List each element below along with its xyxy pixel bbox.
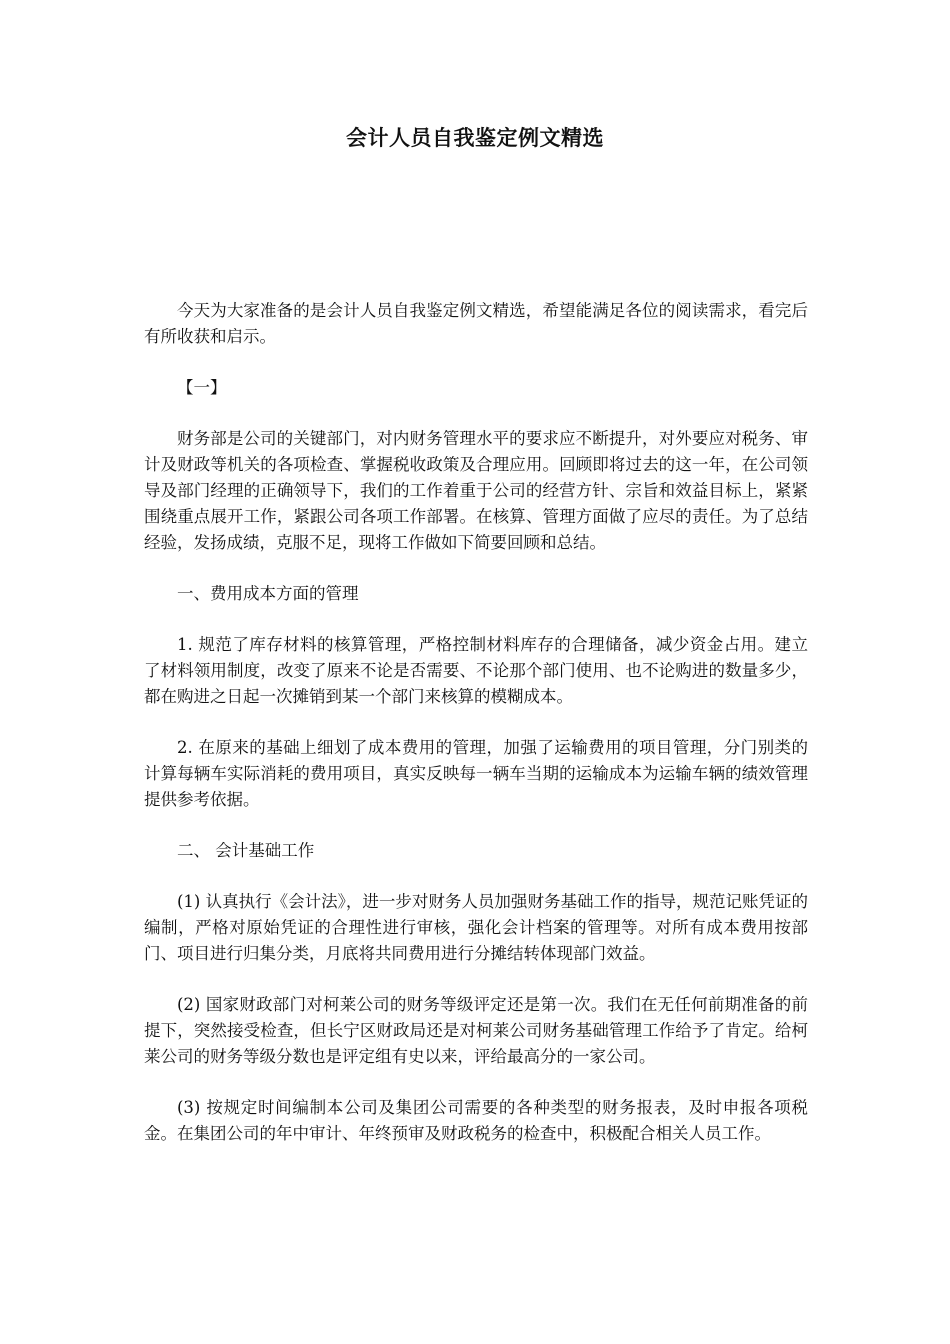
- document-title: 会计人员自我鉴定例文精选: [346, 125, 604, 150]
- accounting-item-2: (2) 国家财政部门对柯莱公司的财务等级评定还是第一次。我们在无任何前期准备的前提下，突然接受检查，但长宁区财政局还是对柯莱公司财务基础管理工作给予了肯定。给柯莱公司的财务等级分数也是评定组有史以来，评给最高分的一家公司。: [144, 995, 808, 1066]
- section-heading-cost: 一、费用成本方面的管理: [177, 584, 359, 603]
- accounting-item-1: (1) 认真执行《会计法》，进一步对财务人员加强财务基础工作的指导，规范记账凭证的编制，严格对原始凭证的合理性进行审核，强化会计档案的管理等。对所有成本费用按部门、项目进行归集分类，月底将共同费用进行分摊结转体现部门效益。: [144, 892, 808, 963]
- accounting-item-3: (3) 按规定时间编制本公司及集团公司需要的各种类型的财务报表，及时申报各项税金。在集团公司的年中审计、年终预审及财政税务的检查中，积极配合相关人员工作。: [144, 1098, 808, 1143]
- section-marker: 【一】: [177, 378, 227, 397]
- intro-paragraph: 今天为大家准备的是会计人员自我鉴定例文精选，希望能满足各位的阅读需求，看完后有所收获和启示。: [144, 301, 808, 346]
- cost-item-2: 2. 在原来的基础上细划了成本费用的管理，加强了运输费用的项目管理，分门别类的计算每辆车实际消耗的费用项目，真实反映每一辆车当期的运输成本为运输车辆的绩效管理提供参考依据。: [144, 738, 808, 809]
- overview-paragraph: 财务部是公司的关键部门，对内财务管理水平的要求应不断提升，对外要应对税务、审计及财政等机关的各项检查、掌握税收政策及合理应用。回顾即将过去的这一年，在公司领导及部门经理的正确领导下，我们的工作着重于公司的经营方针、宗旨和效益目标上，紧紧围绕重点展开工作，紧跟公司各项工作部署。在核算、管理方面做了应尽的责任。为了总结经验，发扬成绩，克服不足，现将工作做如下简要回顾和总结。: [144, 429, 808, 552]
- cost-item-1: 1. 规范了库存材料的核算管理，严格控制材料库存的合理储备，减少资金占用。建立了材料领用制度，改变了原来不论是否需要、不论那个部门使用、也不论购进的数量多少，都在购进之日起一次摊销到某一个部门来核算的模糊成本。: [144, 635, 808, 706]
- document-body: [144, 298, 808, 1172]
- section-heading-accounting: 二、 会计基础工作: [177, 841, 315, 860]
